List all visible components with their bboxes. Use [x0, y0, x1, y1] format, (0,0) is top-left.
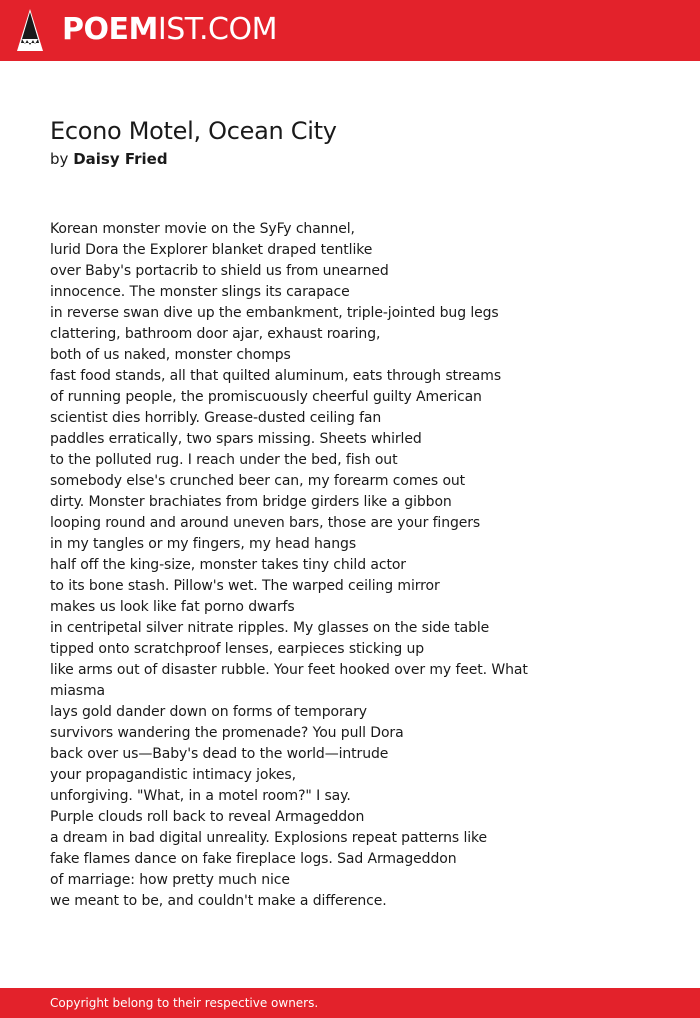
poem-line: lays gold dander down on forms of temporary — [50, 704, 367, 720]
poem-line: to the polluted rug. I reach under the bed, fish out — [50, 452, 398, 468]
poem-body — [50, 219, 650, 912]
poem-line: lurid Dora the Explorer blanket draped tentlike — [50, 242, 373, 258]
poem-line: Purple clouds roll back to reveal Armageddon — [50, 809, 365, 825]
poem-line: of running people, the promiscuously cheerful guilty American — [50, 389, 482, 405]
site-header — [0, 0, 700, 61]
poem-line: innocence. The monster slings its carapace — [50, 284, 350, 300]
author-name: Daisy Fried — [73, 150, 168, 168]
poem-line: in reverse swan dive up the embankment, triple-jointed bug legs — [50, 305, 499, 321]
poem-line: over Baby's portacrib to shield us from unearned — [50, 263, 389, 279]
poem-line: miasma — [50, 683, 106, 699]
poem-line: like arms out of disaster rubble. Your feet hooked over my feet. What — [50, 662, 528, 678]
site-logo[interactable] — [62, 12, 277, 48]
poem-line: we meant to be, and couldn't make a difference. — [50, 893, 387, 909]
poem-line: half off the king-size, monster takes tiny child actor — [50, 557, 406, 573]
poem-line: survivors wandering the promenade? You pull Dora — [50, 725, 404, 741]
poem-line: in my tangles or my fingers, my head hangs — [50, 536, 357, 552]
by-label: by — [50, 150, 69, 168]
poem-line: scientist dies horribly. Grease-dusted ceiling fan — [50, 410, 382, 426]
poem-line: dirty. Monster brachiates from bridge girders like a gibbon — [50, 494, 452, 510]
poem-line: unforgiving. "What, in a motel room?" I say. — [50, 788, 351, 804]
poem-line: a dream in bad digital unreality. Explosions repeat patterns like — [50, 830, 488, 846]
byline — [50, 149, 168, 169]
poem-title: Econo Motel, Ocean City — [50, 117, 337, 145]
poem-line: clattering, bathroom door ajar, exhaust roaring, — [50, 326, 381, 342]
poem-line: fake flames dance on fake fireplace logs. Sad Armageddon — [50, 851, 457, 867]
poem-line: your propagandistic intimacy jokes, — [50, 767, 296, 783]
poem-line: makes us look like fat porno dwarfs — [50, 599, 295, 615]
poem-line: both of us naked, monster chomps — [50, 347, 291, 363]
pencil-logo-icon[interactable] — [17, 9, 43, 51]
poem-line: tipped onto scratchproof lenses, earpieces sticking up — [50, 641, 425, 657]
poem-line: of marriage: how pretty much nice — [50, 872, 290, 888]
site-footer — [0, 988, 700, 1018]
poem-line: looping round and around uneven bars, those are your fingers — [50, 515, 481, 531]
poem-line: in centripetal silver nitrate ripples. My glasses on the side table — [50, 620, 490, 636]
poem-line: back over us—Baby's dead to the world—intrude — [50, 746, 389, 762]
poem-line: paddles erratically, two spars missing. Sheets whirled — [50, 431, 422, 447]
poem-line: to its bone stash. Pillow's wet. The warped ceiling mirror — [50, 578, 440, 594]
poem-line: Korean monster movie on the SyFy channel, — [50, 221, 355, 237]
poem-line: fast food stands, all that quilted aluminum, eats through streams — [50, 368, 502, 384]
copyright-notice: Copyright belong to their respective owners. — [50, 996, 319, 1010]
logo-text-light: IST.COM — [157, 12, 277, 47]
poem-line: somebody else's crunched beer can, my forearm comes out — [50, 473, 466, 489]
logo-text-bold: POEM — [62, 12, 158, 47]
